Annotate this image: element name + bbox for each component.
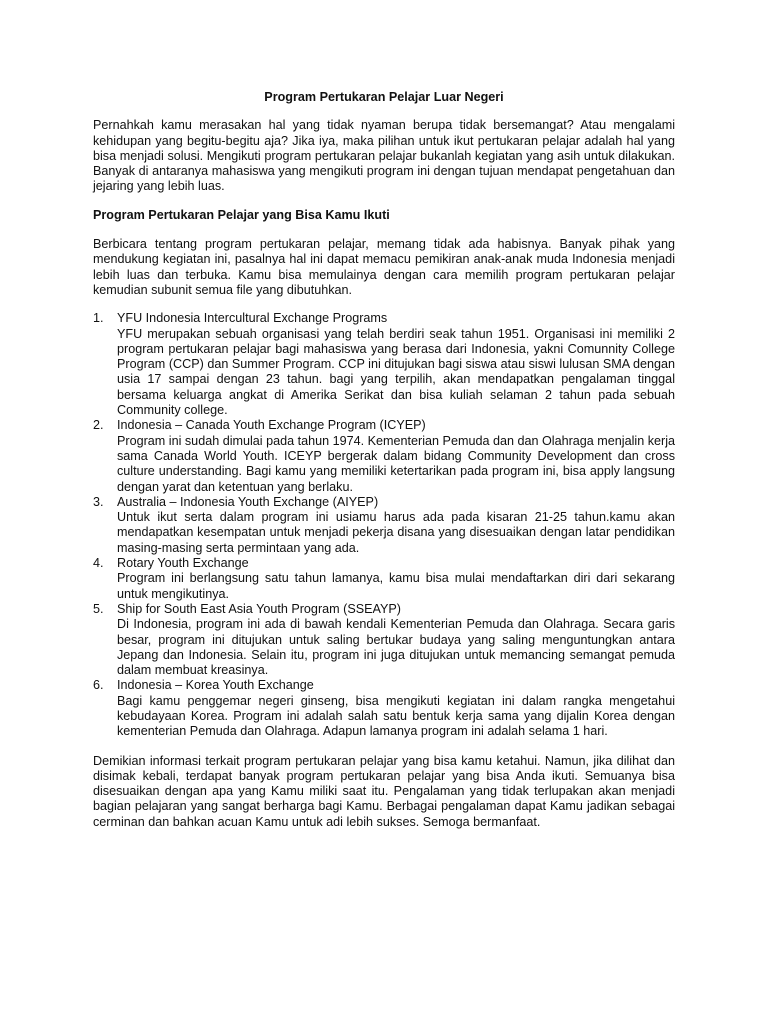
- program-number: 5.: [93, 601, 104, 616]
- program-title: Rotary Youth Exchange: [117, 556, 249, 571]
- program-description: Di Indonesia, program ini ada di bawah kendali Kementerian Pemuda dan Olahraga. Secara garis besar, program ini ditujukan untuk saling bertukar budaya yang saling menguntungkan antara Jepang dan Indonesia. Selain itu, program ini juga ditujukan untuk memancing semangat pemuda dalam membuat kreasinya.: [117, 617, 675, 678]
- program-number: 1.: [93, 311, 104, 326]
- program-number: 6.: [93, 678, 104, 693]
- program-list: [93, 311, 675, 739]
- program-title: Indonesia – Canada Youth Exchange Program (ICYEP): [117, 418, 426, 433]
- program-number: 2.: [93, 418, 104, 433]
- program-item: [93, 418, 675, 494]
- program-number: 4.: [93, 556, 104, 571]
- body-paragraph: Berbicara tentang program pertukaran pelajar, memang tidak ada habisnya. Banyak pihak yang mendukung kegiatan ini, pasalnya hal ini dapat memacu pemikiran anak-anak muda Indonesia menjadi lebih luas dan terbuka. Kamu bisa memulainya dengan cara memilih program pertukaran pelajar kemudian subunit semua file yang dibutuhkan.: [93, 237, 675, 297]
- document-body: [93, 90, 675, 843]
- program-description: YFU merupakan sebuah organisasi yang telah berdiri seak tahun 1951. Organisasi ini memiliki 2 program pertukaran pelajar bagi mahasiswa yang berasa dari Indonesia, yakni Comunnity College Program (CCP) dan Summer Program. CCP ini ditujukan bagi siswa atau siswi lulusan SMA dengan usia 17 sampai dengan 23 tahun. bagi yang terpilih, akan mendapatkan pengalaman tinggal bersama keluarga angkat di Amerika Serikat dan bisa kuliah selaman 2 tahun pada sebuah Community college.: [117, 326, 675, 418]
- program-item: [93, 495, 675, 556]
- program-title: YFU Indonesia Intercultural Exchange Programs: [117, 311, 388, 326]
- program-description: Program ini sudah dimulai pada tahun 1974. Kementerian Pemuda dan dan Olahraga menjalin kerja sama Canada World Youth. ICEYP bergerak dalam bidang Community Development dan cross culture understanding. Bagi kamu yang memiliki ketertarikan pada program ini, bisa apply langsung dengan yarat dan ketentuan yang berlaku.: [117, 433, 675, 494]
- program-title: Ship for South East Asia Youth Program (SSEAYP): [117, 601, 401, 616]
- program-description: Program ini berlangsung satu tahun lamanya, kamu bisa mulai mendaftarkan diri dari sekarang untuk mengikutinya.: [117, 571, 675, 601]
- program-item: [93, 556, 675, 602]
- document-title: Program Pertukaran Pelajar Luar Negeri: [264, 90, 504, 104]
- program-description: Untuk ikut serta dalam program ini usiamu harus ada pada kisaran 21-25 tahun.kamu akan mendapatkan kesempatan untuk menjadi pekerja disana yang disesuaikan dengan latar pendidikan masing-masing serta permintaan yang ada.: [117, 510, 675, 555]
- program-item: [93, 678, 675, 739]
- program-title: Australia – Indonesia Youth Exchange (AIYEP): [117, 494, 379, 509]
- program-number: 3.: [93, 494, 104, 509]
- program-item: [93, 602, 675, 678]
- conclusion-paragraph: Demikian informasi terkait program pertukaran pelajar yang bisa kamu ketahui. Namun, jika dilihat dan disimak kebali, terdapat banyak program pertukaran pelajar yang bisa Anda ikuti. Semuanya bisa disesuaikan dengan apa yang Kamu miliki saat itu. Pengalaman yang tidak terlupakan akan menjadi bagian pelajaran yang sangat berharga bagi Kamu. Berbagai pengalaman dapat Kamu jadikan sebagai cerminan dan bahkan acuan Kamu untuk adi lebih sukses. Semoga bermanfaat.: [93, 753, 675, 829]
- section-heading: Program Pertukaran Pelajar yang Bisa Kamu Ikuti: [93, 207, 390, 222]
- intro-paragraph: Pernahkah kamu merasakan hal yang tidak nyaman berupa tidak bersemangat? Atau mengalami kehidupan yang begitu-begitu aja? Jika iya, maka pilihan untuk ikut pertukaran pelajar adalah hal yang bisa menjadi solusi. Mengikuti program pertukaran pelajar bukanlah kegiatan yang asih untuk dilakukan. Banyak di antaranya mahasiswa yang mengikuti program ini dengan tujuan mendapat pengetahuan dan jejaring yang lebih luas.: [93, 118, 675, 194]
- program-description: Bagi kamu penggemar negeri ginseng, bisa mengikuti kegiatan ini dalam rangka mengetahui kebudayaan Korea. Program ini adalah salah satu bentuk kerja sama yang dijalin Korea dengan kementerian Pemuda dan Olahraga. Adapun lamanya program ini adalah selama 1 hari.: [117, 693, 675, 739]
- program-title: Indonesia – Korea Youth Exchange: [117, 678, 314, 693]
- program-item: [93, 311, 675, 418]
